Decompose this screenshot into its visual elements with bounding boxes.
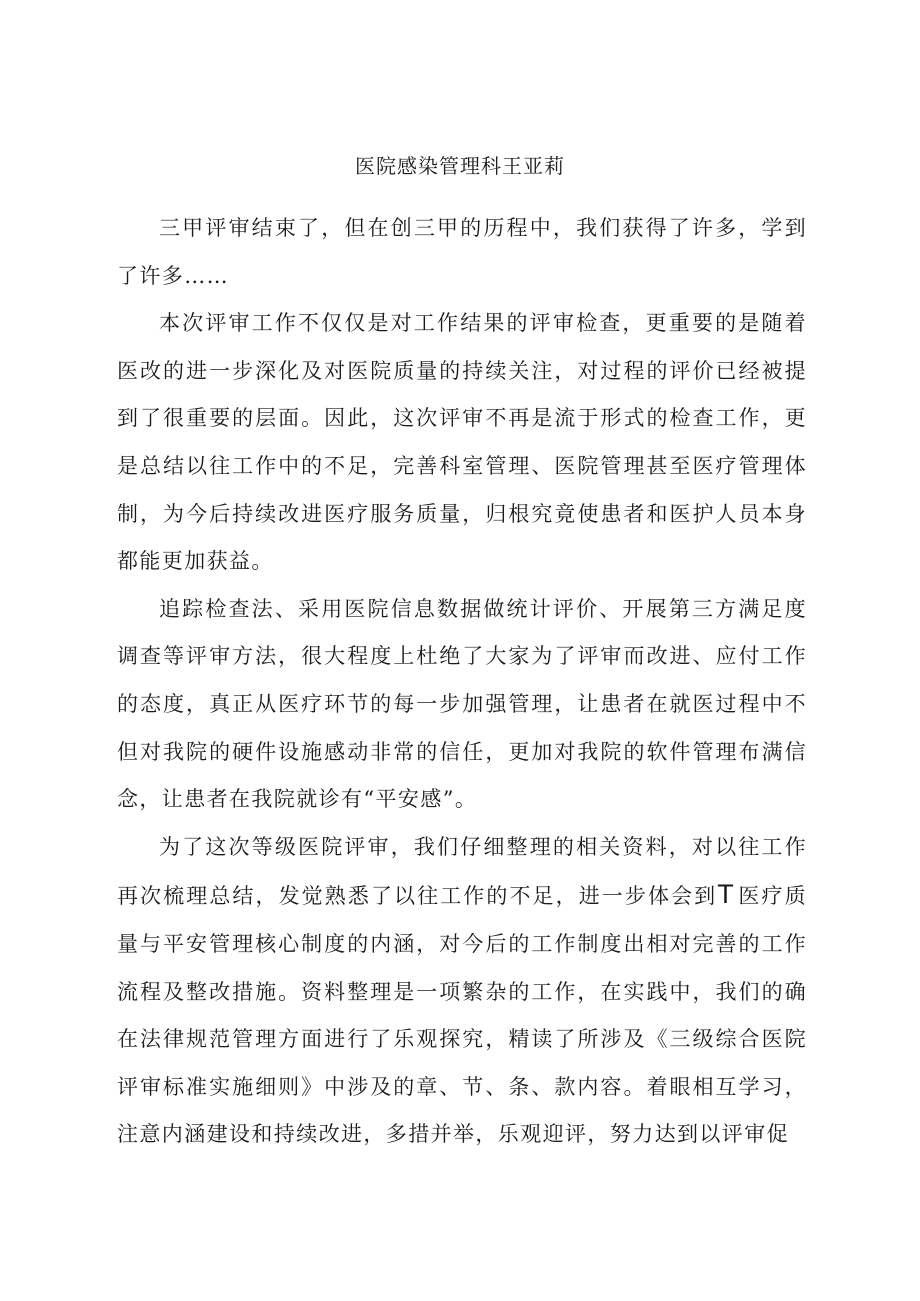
document-title: 医院感染管理科王亚莉: [355, 154, 565, 178]
paragraph-2: 本次评审工作不仅仅是对工作结果的评审检查，更重要的是随着医改的进一步深化及对医院质量的持续关注，对过程的评价已经被提到了很重要的层面。因此，这次评审不再是流于形式的检查工作，更是总结以往工作中的不足，完善科室管理、医院管理甚至医疗管理体制，为今后持续改进医疗服务质量，归根究竟使患者和医护人员本身都能更加获益。: [117, 311, 807, 574]
paragraph-1: 三甲评审结束了，但在创三甲的历程中，我们获得了许多，学到了许多……: [117, 216, 807, 288]
paragraph-4-part-1: 为了这次等级医院评审，我们仔细整理的相关资料，对以往工作再次梳理总结，发觉熟悉了以往工作的不足，进一步体会到: [117, 834, 807, 909]
document-body: [117, 205, 807, 1159]
paragraph-4-latin-char: T: [717, 879, 738, 910]
paragraph-4-part-2: 医疗质量与平安管理核心制度的内涵，对今后的工作制度出相对完善的工作流程及整改措施。资料整理是一项繁杂的工作，在实践中，我们的确在法律规范管理方面进行了乐观探究，精读了所涉及《三级综合医院评审标准实施细则》中涉及的章、节、条、款内容。着眼相互学习，注意内涵建设和持续改进，多措并举，乐观迎评，努力达到以评审促: [117, 884, 807, 1147]
paragraph-4: [117, 824, 807, 1159]
paragraph-3: 追踪检查法、采用医院信息数据做统计评价、开展第三方满足度调查等评审方法，很大程度上杜绝了大家为了评审而改进、应付工作的态度，真正从医疗环节的每一步加强管理，让患者在就医过程中不但对我院的硬件设施感动非常的信任，更加对我院的软件管理布满信念，让患者在我院就诊有“平安感”。: [117, 596, 807, 812]
